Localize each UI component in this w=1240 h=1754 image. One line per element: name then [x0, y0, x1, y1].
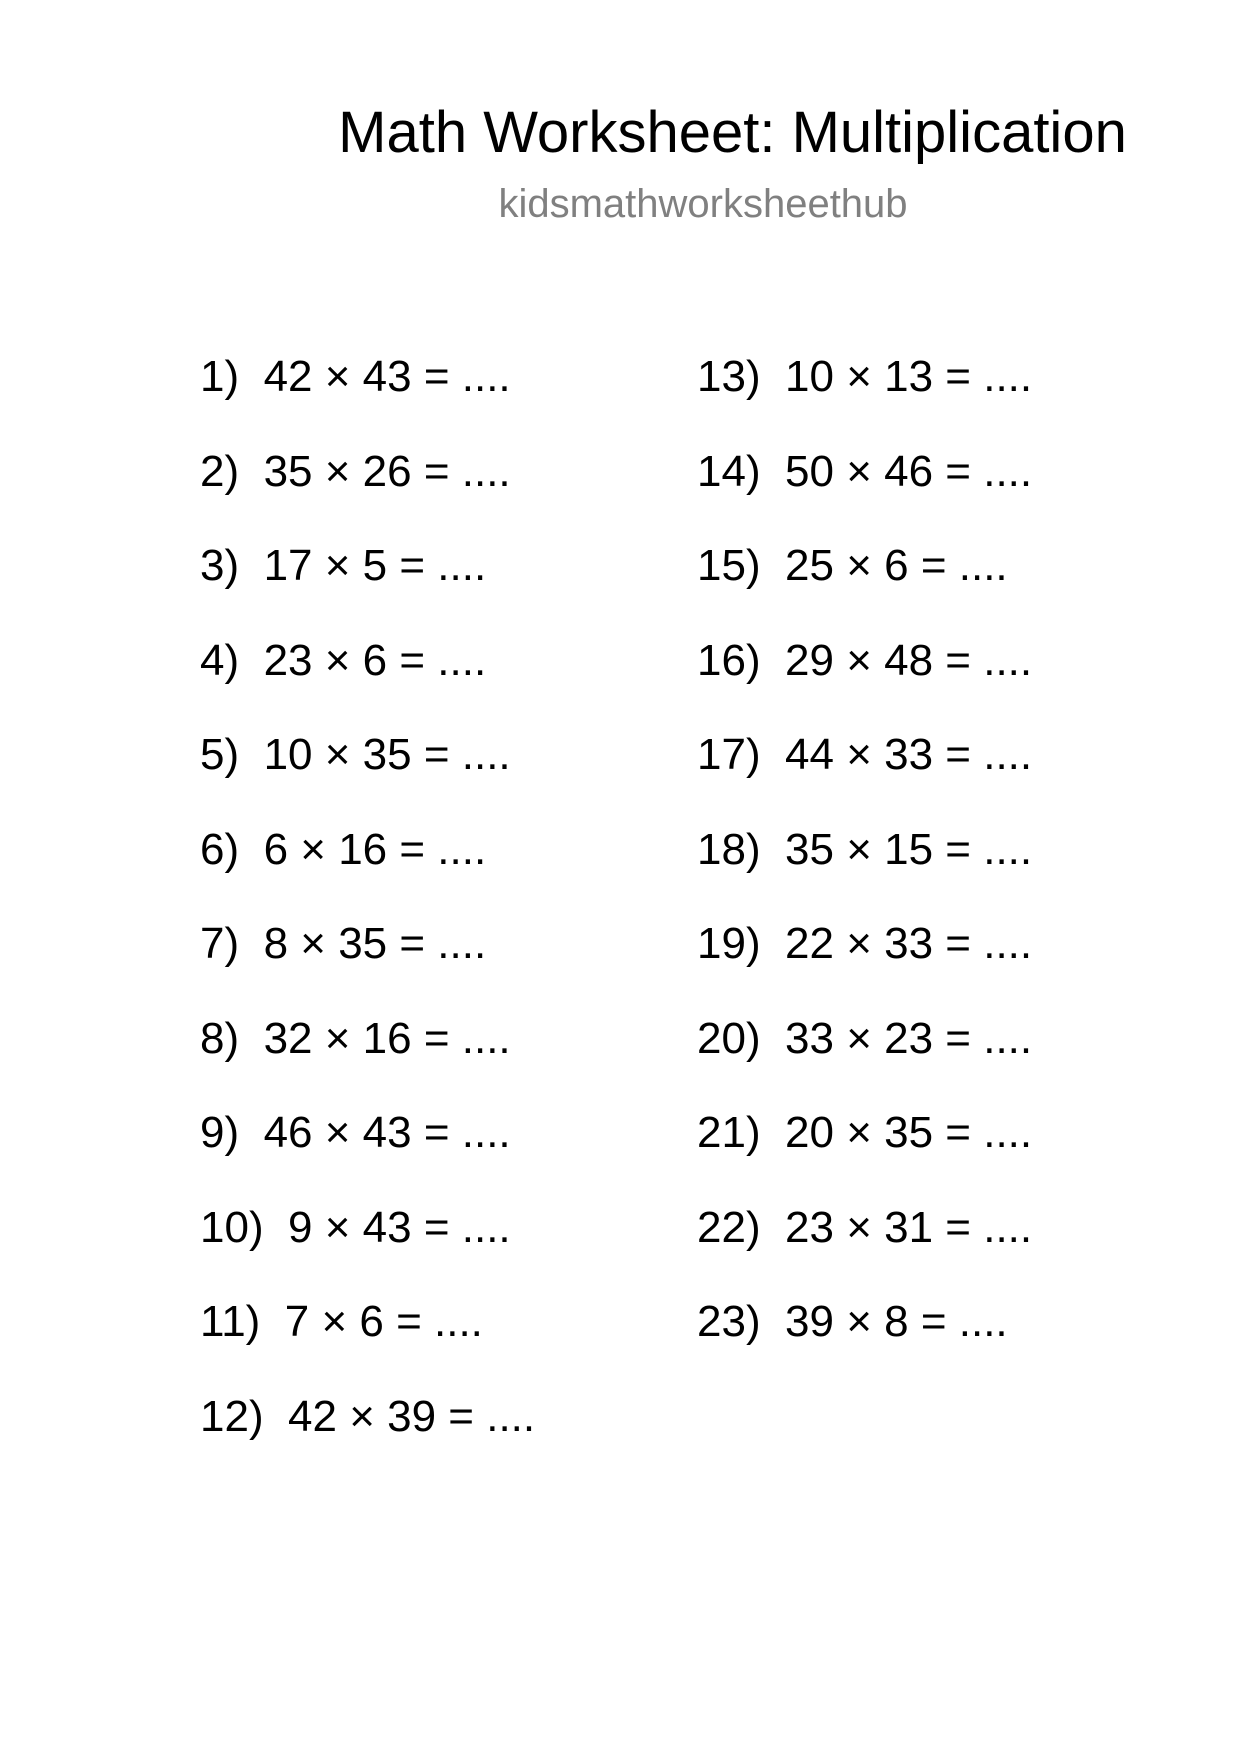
problem-item	[697, 730, 1032, 825]
problems-column-right	[697, 352, 1032, 1392]
problem-expression: 46 × 43 = ....	[263, 1108, 511, 1157]
problem-item	[697, 447, 1032, 542]
problem-number: 23)	[697, 1297, 761, 1346]
problem-number: 20)	[697, 1013, 761, 1063]
problem-number: 12)	[200, 1391, 264, 1441]
problems-column-left	[200, 352, 535, 1486]
problem-number: 22)	[697, 1202, 761, 1252]
problem-expression: 23 × 31 = ....	[785, 1202, 1033, 1252]
problem-expression: 32 × 16 = ....	[263, 1013, 511, 1063]
problem-expression: 25 × 6 = ....	[785, 541, 1008, 590]
problem-expression: 39 × 8 = ....	[785, 1297, 1008, 1346]
problem-number: 19)	[697, 919, 761, 968]
problem-number: 21)	[697, 1108, 761, 1157]
problem-item	[697, 541, 1032, 636]
problem-expression: 20 × 35 = ....	[785, 1108, 1033, 1157]
problem-number: 16)	[697, 635, 761, 685]
problem-expression: 44 × 33 = ....	[785, 730, 1033, 779]
problem-item	[200, 1203, 535, 1298]
problem-number: 17)	[697, 730, 761, 779]
problem-item	[697, 919, 1032, 1014]
problem-number: 11)	[200, 1297, 261, 1346]
problem-number: 10)	[200, 1202, 264, 1252]
problem-expression: 8 × 35 = ....	[263, 919, 487, 968]
problem-number: 2)	[200, 446, 240, 496]
problem-item	[200, 1297, 535, 1392]
problem-expression: 35 × 26 = ....	[263, 446, 511, 496]
problem-expression: 42 × 39 = ....	[288, 1391, 536, 1441]
problem-expression: 35 × 15 = ....	[785, 824, 1033, 874]
problem-expression: 23 × 6 = ....	[263, 635, 487, 685]
problem-number: 14)	[697, 446, 761, 496]
problem-item	[200, 541, 535, 636]
page-title: Math Worksheet: Multiplication	[338, 100, 1127, 165]
problem-number: 13)	[697, 352, 761, 401]
problem-expression: 9 × 43 = ....	[288, 1202, 511, 1252]
problem-number: 5)	[200, 730, 240, 779]
problem-item	[200, 730, 535, 825]
problem-item	[697, 825, 1032, 920]
problem-expression: 42 × 43 = ....	[263, 352, 511, 401]
problem-number: 7)	[200, 919, 240, 968]
problem-number: 18)	[697, 824, 761, 874]
problem-expression: 6 × 16 = ....	[263, 824, 487, 874]
problem-item	[697, 1014, 1032, 1109]
problem-item	[697, 1108, 1032, 1203]
problem-item	[200, 825, 535, 920]
page-subtitle: kidsmathworksheethub	[498, 182, 908, 226]
problem-number: 15)	[697, 541, 761, 590]
problem-expression: 10 × 13 = ....	[785, 352, 1033, 401]
problem-item	[200, 636, 535, 731]
problem-expression: 10 × 35 = ....	[263, 730, 511, 779]
problem-expression: 7 × 6 = ....	[284, 1297, 483, 1346]
problem-item	[697, 1203, 1032, 1298]
problem-expression: 17 × 5 = ....	[263, 541, 487, 590]
problem-expression: 22 × 33 = ....	[785, 919, 1033, 968]
problem-item	[200, 919, 535, 1014]
problem-item	[697, 636, 1032, 731]
problem-item	[200, 1392, 535, 1487]
problem-item	[200, 447, 535, 542]
problem-expression: 50 × 46 = ....	[785, 446, 1033, 496]
problem-expression: 29 × 48 = ....	[785, 635, 1033, 685]
problem-number: 8)	[200, 1013, 240, 1063]
problem-number: 4)	[200, 635, 240, 685]
problem-number: 6)	[200, 824, 240, 874]
problem-item	[200, 352, 535, 447]
problem-item	[697, 1297, 1032, 1392]
problem-expression: 33 × 23 = ....	[785, 1013, 1033, 1063]
problem-number: 9)	[200, 1108, 240, 1157]
problem-item	[200, 1014, 535, 1109]
problem-item	[200, 1108, 535, 1203]
problem-item	[697, 352, 1032, 447]
problem-number: 3)	[200, 541, 240, 590]
problem-number: 1)	[200, 352, 240, 401]
